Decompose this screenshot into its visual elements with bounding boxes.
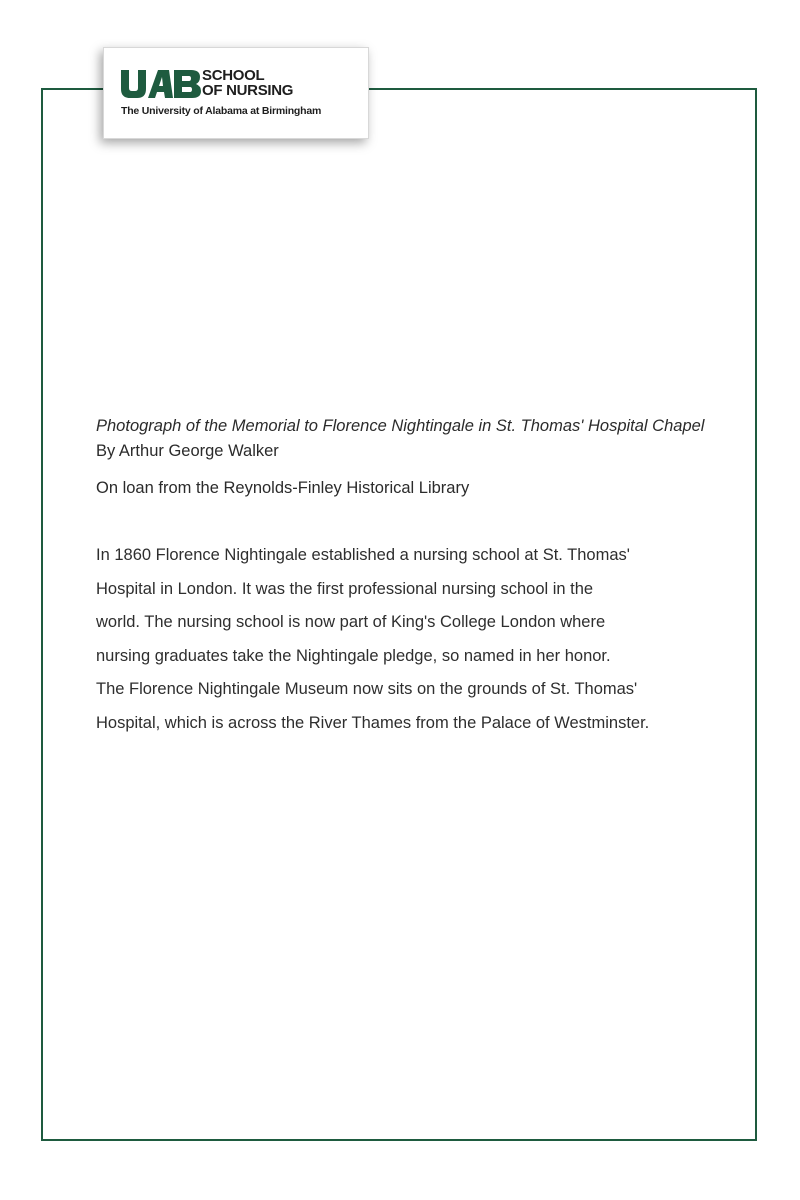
description-line: Hospital, which is across the River Thames from the Palace of Westminster. [96,713,650,732]
description-line: The Florence Nightingale Museum now sits on the grounds of St. Thomas' [96,680,638,698]
logo-school-line2: OF NURSING [202,82,294,99]
uab-logo-icon [121,70,201,98]
artwork-title: Photograph of the Memorial to Florence Nightingale in St. Thomas' Hospital Chapel [96,417,705,435]
logo-school-line1: SCHOOL [202,67,265,84]
placard-content [96,414,716,740]
description-line: nursing graduates take the Nightingale pledge, so named in her honor. [96,646,611,665]
logo-university-name: The University of Alabama at Birmingham [121,105,322,117]
description-line: world. The nursing school is now part of King's College London where [96,613,606,631]
uab-logo-card [103,47,369,139]
loan-credit: On loan from the Reynolds-Finley Historical Library [96,479,470,497]
description-line: Hospital in London. It was the first professional nursing school in the [96,579,594,598]
logo-school-text [202,68,293,98]
description-line: In 1860 Florence Nightingale established a nursing school at St. Thomas' [96,546,630,564]
description-text [96,539,716,740]
artwork-author: By Arthur George Walker [96,442,279,460]
